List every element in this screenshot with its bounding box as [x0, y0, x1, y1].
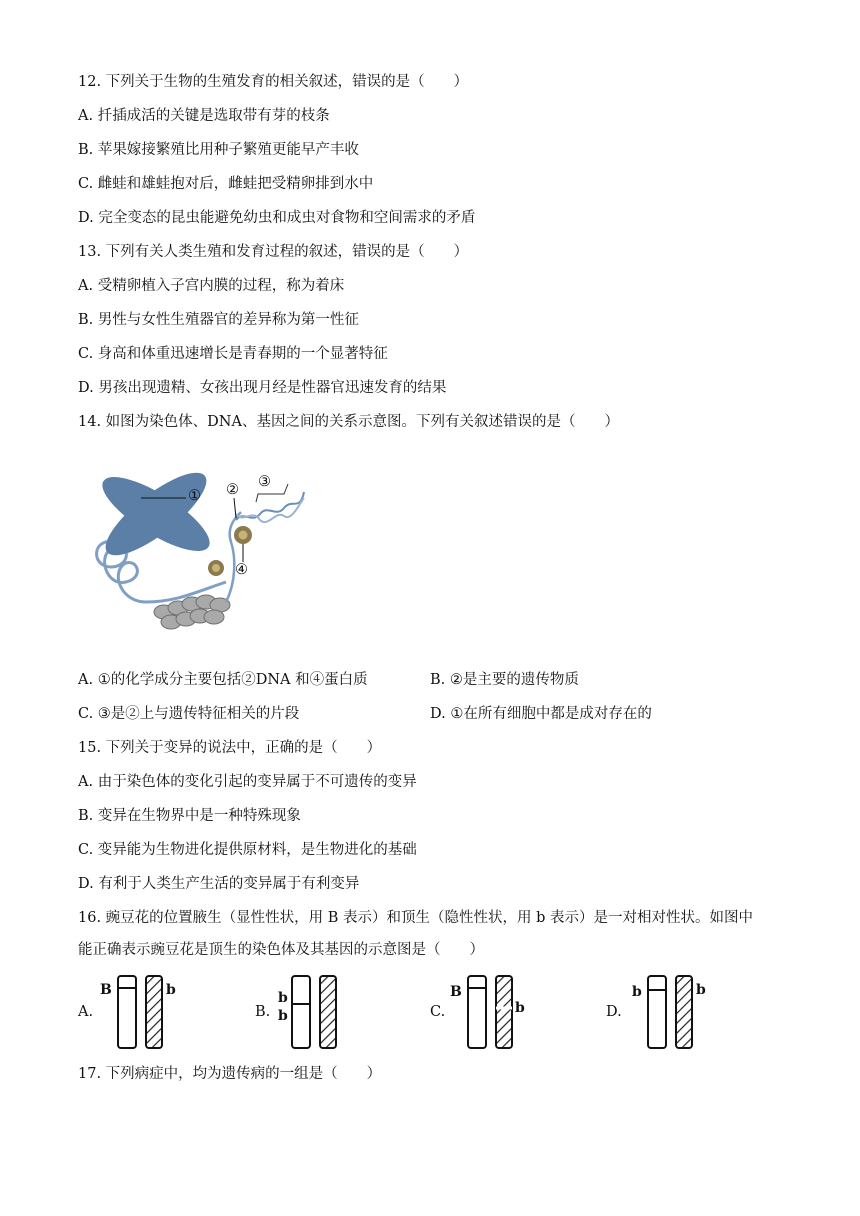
q13-stem: 13. 下列有关人类生殖和发育过程的叙述，错误的是（ ）	[78, 244, 469, 260]
q16-option-c-letter: C.	[430, 1004, 446, 1020]
q13-option-c: C. 身高和体重迅速增长是青春期的一个显著特征	[78, 346, 388, 362]
q13-option-a: A. 受精卵植入子宫内膜的过程，称为着床	[78, 278, 345, 294]
q16-option-d-letter: D.	[606, 1004, 622, 1020]
q13-option-d: D. 男孩出现遗精、女孩出现月经是性器官迅速发育的结果	[78, 380, 447, 396]
q15-option-a: A. 由于染色体的变化引起的变异属于不可遗传的变异	[78, 774, 417, 790]
figure-label-4: ④	[235, 562, 248, 578]
q14-option-c: C. ③是②上与遗传特征相关的片段	[78, 706, 300, 722]
q14-option-a: A. ①的化学成分主要包括②DNA 和④蛋白质	[78, 672, 368, 688]
q16-stem-line2: 能正确表示豌豆花是顶生的染色体及其基因的示意图是（ ）	[78, 942, 484, 958]
q12-option-b: B. 苹果嫁接繁殖比用种子繁殖更能早产丰收	[78, 142, 359, 158]
q16-d-left-gene: b	[632, 984, 642, 1000]
q14-option-d: D. ①在所有细胞中都是成对存在的	[430, 706, 652, 722]
q15-option-b: B. 变异在生物界中是一种特殊现象	[78, 808, 301, 824]
q15-stem: 15. 下列关于变异的说法中，正确的是（ ）	[78, 740, 382, 756]
q16-d-right-gene: b	[696, 982, 706, 998]
q16-b-left-gene-top: b	[278, 990, 288, 1006]
q16-b-left-gene-bottom: b	[278, 1008, 288, 1024]
q13-option-b: B. 男性与女性生殖器官的差异称为第一性征	[78, 312, 359, 328]
q15-option-c: C. 变异能为生物进化提供原材料，是生物进化的基础	[78, 842, 417, 858]
q14-option-b: B. ②是主要的遗传物质	[430, 672, 579, 688]
figure-label-1: ①	[188, 488, 201, 504]
q12-option-a: A. 扦插成活的关键是选取带有芽的枝条	[78, 108, 330, 124]
chromosome-dna-gene-figure	[86, 462, 326, 642]
q16-option-b-letter: B.	[255, 1004, 271, 1020]
q16-c-right-gene: b	[515, 1000, 525, 1016]
q16-a-left-gene: B	[100, 982, 112, 998]
q12-option-c: C. 雌蛙和雄蛙抱对后，雌蛙把受精卵排到水中	[78, 176, 374, 192]
figure-label-3: ③	[258, 474, 271, 490]
q12-option-d: D. 完全变态的昆虫能避免幼虫和成虫对食物和空间需求的矛盾	[78, 210, 476, 226]
q17-stem: 17. 下列病症中，均为遗传病的一组是（ ）	[78, 1066, 382, 1082]
q16-a-right-gene: b	[166, 982, 176, 998]
q16-c-left-gene: B	[450, 984, 462, 1000]
figure-label-2: ②	[226, 482, 239, 498]
q15-option-d: D. 有利于人类生产生活的变异属于有利变异	[78, 876, 360, 892]
q12-stem: 12. 下列关于生物的生殖发育的相关叙述，错误的是（ ）	[78, 74, 469, 90]
q16-option-a-letter: A.	[78, 1004, 94, 1020]
q16-stem-line1: 16. 豌豆花的位置腋生（显性性状，用 B 表示）和顶生（隐性性状，用 b 表示）是一对相对性状。如图中	[78, 910, 754, 926]
q14-stem: 14. 如图为染色体、DNA、基因之间的关系示意图。下列有关叙述错误的是（ ）	[78, 414, 619, 430]
q16-option-b-diagram	[290, 974, 350, 1054]
